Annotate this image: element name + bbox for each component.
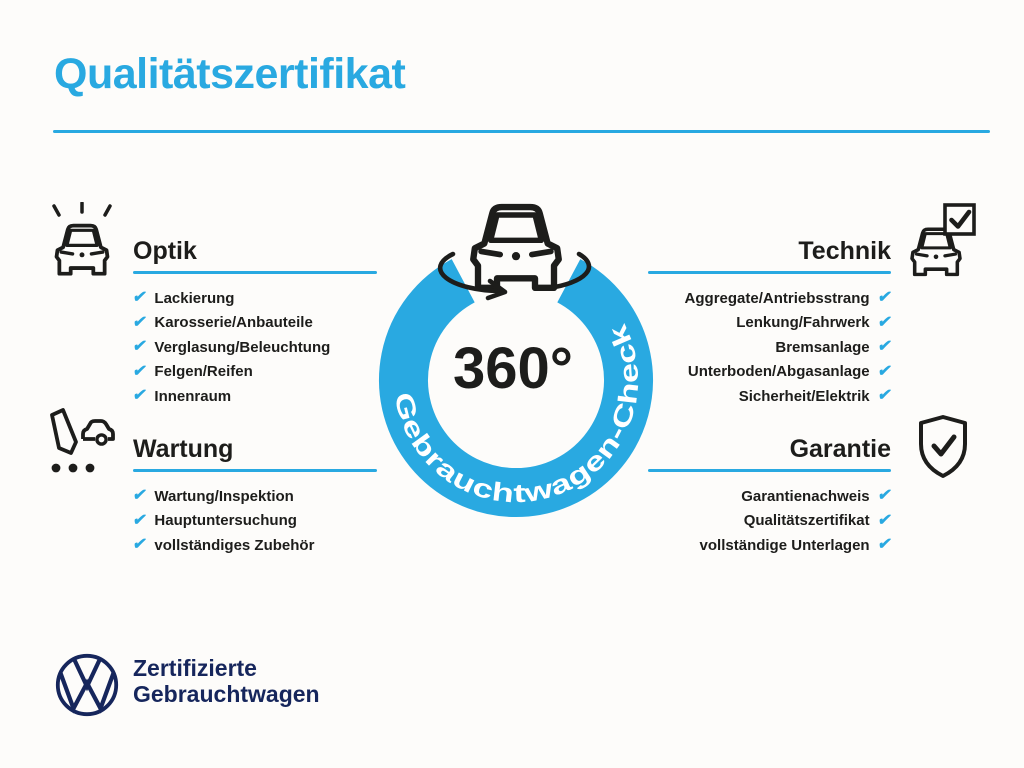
rotating-car-icon [440,207,589,298]
check-icon: ✔ [131,338,148,356]
checklist-item-label: Sicherheit/Elektrik [738,387,870,405]
check-icon: ✔ [876,487,893,505]
check-icon: ✔ [876,511,893,529]
section-optik-title: Optik [133,237,197,265]
checklist-item-label: vollständiges Zubehör [154,536,315,554]
check-icon: ✔ [876,387,893,405]
brand-line-2: Gebrauchtwagen [133,681,320,707]
ring-label-text: Gebrauchtwagen-Check [388,325,645,509]
checklist-item [133,533,403,558]
vw-logo [54,652,120,718]
check-icon: ✔ [876,338,893,356]
checklist-item-label: Aggregate/Antriebsstrang [684,289,870,307]
section-wartung-title: Wartung [133,435,234,463]
checklist-item-label: Garantienachweis [741,487,870,505]
checklist-item-label: Hauptuntersuchung [154,512,297,530]
check-icon: ✔ [876,313,893,331]
check-icon: ✔ [131,313,148,331]
center-360-badge [356,192,676,524]
check-icon: ✔ [131,487,148,505]
car-checkbox-icon [904,202,980,282]
check-icon: ✔ [131,362,148,380]
checklist-item-label: Innenraum [154,387,232,405]
shield-check-icon [906,410,982,490]
check-icon: ✔ [131,289,148,307]
checklist-item-label: Karosserie/Anbauteile [154,314,313,332]
title-divider [53,130,990,133]
degree-label: 360° [453,336,573,401]
checklist-item-label: Lackierung [154,289,235,307]
checklist-item-label: Qualitätszertifikat [743,512,870,530]
check-icon: ✔ [876,536,893,554]
section-underline [648,271,891,274]
check-icon: ✔ [131,511,148,529]
brand-line-1: Zertifizierte [133,655,257,681]
section-technik-title: Technik [798,237,891,265]
service-pencil-car-icon [42,406,118,486]
checklist-item-label: vollständige Unterlagen [699,536,870,554]
checklist-item-label: Lenkung/Fahrwerk [736,314,870,332]
checklist-item-label: Wartung/Inspektion [154,487,294,505]
section-underline [648,469,891,472]
brand-text [133,655,320,707]
section-underline [133,469,377,472]
section-garantie-title: Garantie [789,435,891,463]
checklist-item-label: Unterboden/Abgasanlage [687,363,870,381]
checklist-item-label: Bremsanlage [775,338,870,356]
checklist-item-label: Felgen/Reifen [154,363,253,381]
check-icon: ✔ [131,387,148,405]
check-icon: ✔ [876,362,893,380]
checklist-item-label: Verglasung/Beleuchtung [154,338,331,356]
check-icon: ✔ [131,536,148,554]
page-title: Qualitätszertifikat [54,50,406,98]
check-icon: ✔ [876,289,893,307]
shiny-car-icon [44,202,120,282]
section-underline [133,271,377,274]
checklist-item [561,533,891,558]
